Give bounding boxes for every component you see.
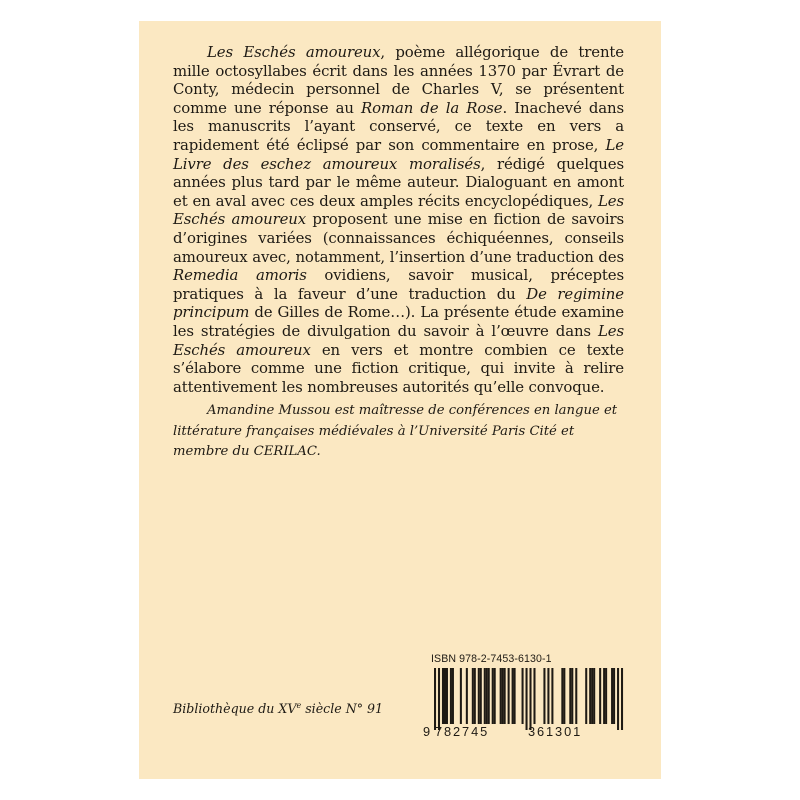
- barcode-bar: [484, 668, 486, 724]
- blurb-text: , rédigé quelques années plus tard par le même auteur. Dialoguant en amont et en aval avec ces deux amples récits encyclopédiques,: [173, 154, 624, 210]
- barcode-bar: [502, 668, 504, 724]
- barcode-bar: [529, 668, 531, 730]
- barcode-bar: [474, 668, 476, 724]
- barcode-bar: [603, 668, 605, 724]
- blurb-title-remedia-amoris: Remedia amoris: [173, 266, 307, 285]
- blurb-text: proposent une mise en fiction de savoirs d’origines variées (connaissances échiquéennes, conseils amoureux avec, notamment, l’insertion d’une traduction des: [173, 210, 624, 266]
- blurb-text: en vers et montre combien ce texte s’élabore comme une fiction critique, qui invite à relire attentivement les nombreuses autorités qu’elle convoque.: [173, 340, 624, 396]
- barcode-bar: [478, 668, 480, 724]
- barcode-digits-right: 361301: [528, 724, 583, 739]
- barcode-bar: [589, 668, 591, 724]
- back-cover: [139, 21, 661, 779]
- barcode-bar: [488, 668, 490, 724]
- barcode-bar: [480, 668, 482, 724]
- barcode-bar: [575, 668, 577, 724]
- isbn-label: ISBN 978-2-7453-6130-1: [431, 653, 552, 665]
- barcode-bar: [611, 668, 613, 724]
- blurb-title-roman-de-la-rose: Roman de la Rose: [361, 98, 503, 117]
- series-prefix: Bibliothèque du XV: [173, 701, 297, 716]
- barcode-digits-left: 782745: [435, 724, 490, 739]
- barcode-bar: [569, 668, 571, 724]
- blurb-title-eschés: Les Eschés amoureux: [207, 43, 381, 61]
- barcode-bar: [442, 668, 444, 724]
- barcode-bar: [450, 668, 452, 724]
- blurb-title-livre-des-eschez: Le Livre des eschez amoureux moralisés: [173, 135, 624, 173]
- blurb-paragraph: [173, 43, 624, 396]
- barcode-bar: [591, 668, 593, 724]
- series-suffix: siècle N° 91: [301, 701, 384, 716]
- barcode-bar: [508, 668, 510, 724]
- series-label: [173, 701, 383, 716]
- barcode-bar: [533, 668, 535, 724]
- barcode-bar: [444, 668, 446, 724]
- barcode-bar: [500, 668, 502, 724]
- barcode-bar: [466, 668, 468, 724]
- barcode-bar: [551, 668, 553, 724]
- barcode-bar: [617, 668, 619, 730]
- barcode-bar: [561, 668, 563, 724]
- blurb-title-de-regimine: De regimine principum: [173, 284, 624, 322]
- barcode-bar: [460, 668, 462, 724]
- blurb-text: . Inachevé dans les manuscrits l’ayant conservé, ce texte en vers a rapidement été éclipsé par son commentaire en prose,: [173, 98, 624, 154]
- blurb-text: de Gilles de Rome…). La présente étude examine les stratégies de divulgation du savoir à l’œuvre dans: [173, 303, 624, 340]
- barcode-bar: [563, 668, 565, 724]
- barcode-bar: [543, 668, 545, 724]
- barcode-bar: [452, 668, 454, 724]
- barcode-bar: [571, 668, 573, 724]
- barcode-bar: [514, 668, 516, 724]
- author-bio: Amandine Mussou est maîtresse de conférences en langue et littérature françaises médiévales à l’Université Paris Cité et membre du CERILAC.: [173, 403, 618, 459]
- barcode-bar: [522, 668, 524, 724]
- barcode-digit-first: 9: [423, 724, 431, 739]
- barcode-bar: [446, 668, 448, 724]
- series-century-superscript: e: [296, 700, 302, 710]
- barcode-bar: [438, 668, 440, 730]
- blurb-title-eschés: Les Eschés amoureux: [173, 191, 624, 229]
- barcode-bar: [593, 668, 595, 724]
- barcode-bar: [486, 668, 488, 724]
- barcode-bar: [492, 668, 494, 724]
- blurb-text: ovidiens, savoir musical, préceptes pratiques à la faveur d’une traduction du: [173, 266, 624, 303]
- barcode-bar: [613, 668, 615, 724]
- barcode-bar: [494, 668, 496, 724]
- barcode-bar: [605, 668, 607, 724]
- barcode-bar: [621, 668, 623, 730]
- barcode-bar: [512, 668, 514, 724]
- barcode-bars: [423, 668, 623, 724]
- barcode-bar: [472, 668, 474, 724]
- barcode-bar: [434, 668, 436, 730]
- blurb-title-eschés: Les Eschés amoureux: [173, 321, 624, 359]
- barcode-bar: [504, 668, 506, 724]
- barcode-bar: [547, 668, 549, 724]
- blurb-text: , poème allégorique de trente mille octosyllabes écrit dans les années 1370 par Évrart de Conty, médecin personnel de Charles V, se présentent comme une réponse au: [173, 43, 624, 117]
- barcode-bar: [585, 668, 587, 724]
- barcode-bar: [599, 668, 601, 724]
- isbn-barcode: [423, 653, 623, 741]
- barcode-bar: [526, 668, 528, 730]
